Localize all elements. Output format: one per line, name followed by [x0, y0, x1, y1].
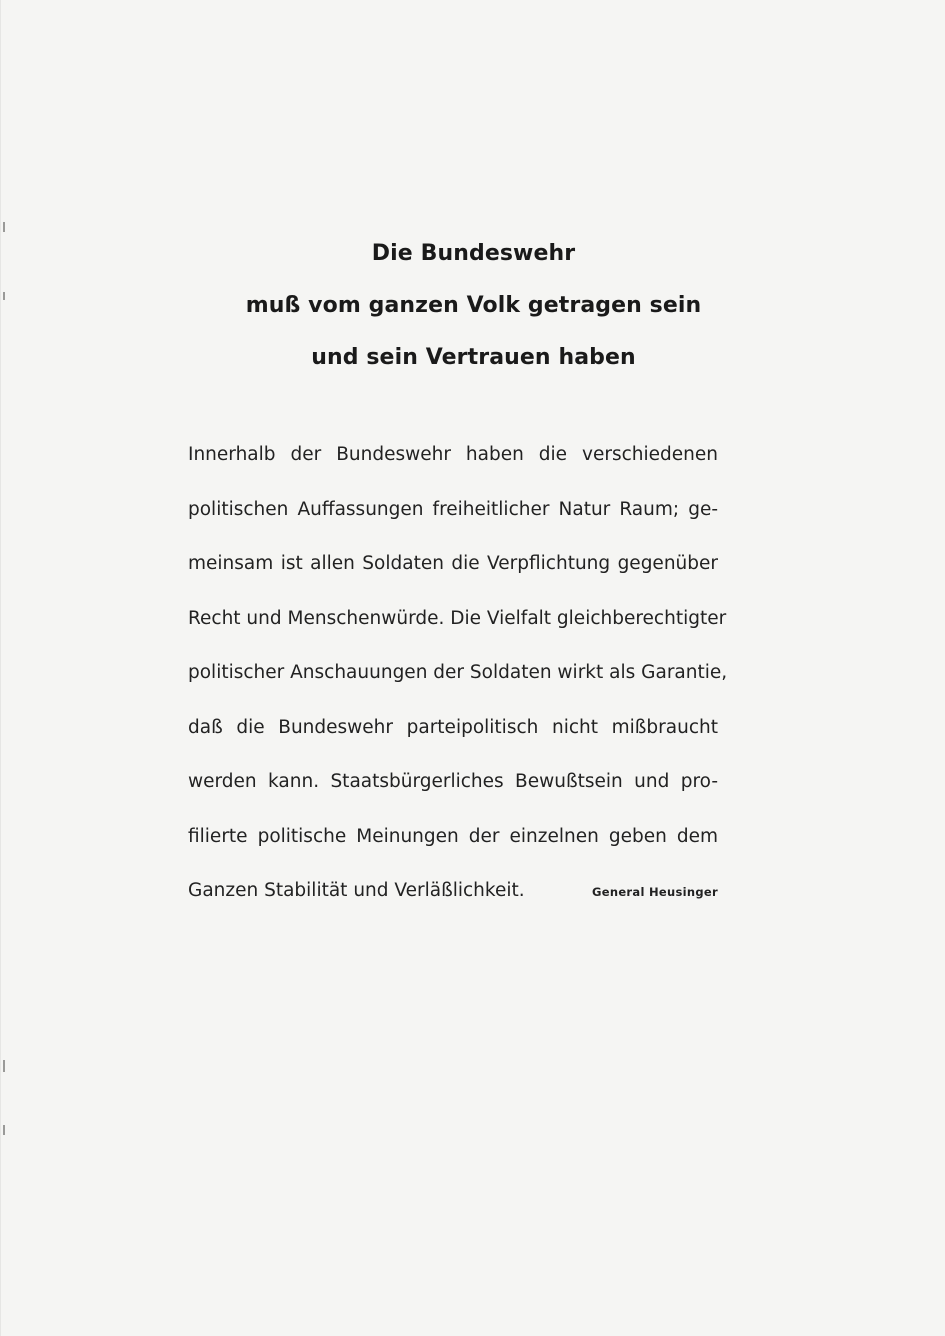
body-last-line: [188, 864, 718, 919]
body-line-4: Recht und Menschenwürde. Die Vielfalt gleichberechtigter: [188, 607, 727, 629]
heading-line-1: Die Bundeswehr: [371, 241, 576, 266]
page-edge-mark: [3, 292, 5, 300]
body-line-9: Ganzen Stabilität und Verläßlichkeit.: [188, 880, 525, 901]
body-line-3: meinsam ist allen Soldaten die Verpflichtung gegenüber: [188, 553, 718, 574]
heading-line-2: muß vom ganzen Volk getragen sein: [245, 293, 702, 318]
quote-body: [188, 428, 728, 919]
body-line-8: filierte politische Meinungen der einzelnen geben dem: [188, 825, 718, 847]
page-edge-mark: [3, 1060, 5, 1072]
body-line-7: werden kann. Staatsbürgerliches Bewußtsein und pro-: [188, 771, 718, 792]
document-heading: [151, 228, 796, 384]
author-signature: General Heusinger: [592, 885, 718, 899]
body-line-6: daß die Bundeswehr parteipolitisch nicht mißbraucht: [188, 716, 718, 738]
page-edge-mark: [3, 1125, 5, 1135]
body-line-1: Innerhalb der Bundeswehr haben die verschiedenen: [188, 444, 718, 465]
heading-line-3: und sein Vertrauen haben: [311, 345, 636, 370]
page-edge-mark: [3, 222, 5, 232]
body-line-5: politischer Anschauungen der Soldaten wirkt als Garantie,: [188, 662, 728, 683]
body-line-2: politischen Auffassungen freiheitlicher Natur Raum; ge-: [188, 498, 718, 520]
